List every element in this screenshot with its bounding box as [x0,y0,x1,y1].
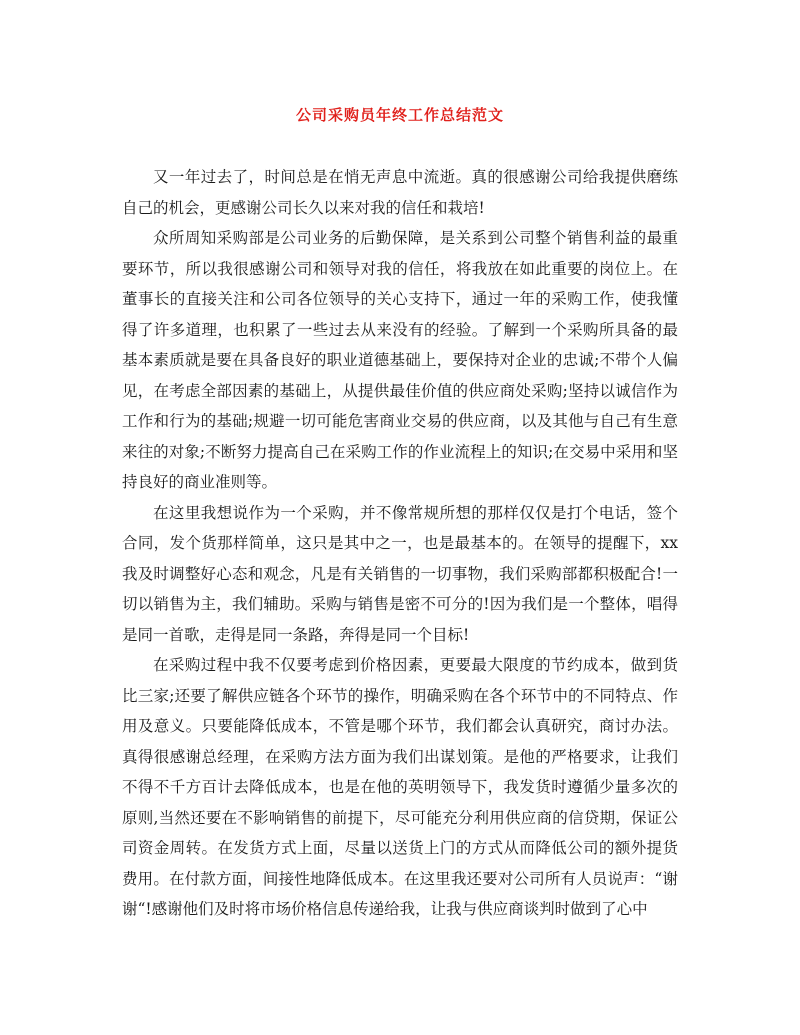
paragraph-sales-cooperation: 在这里我想说作为一个采购，并不像常规所想的那样仅仅是打个电话，签个合同，发个货那样简单，这只是其中之一，也是最基本的。在领导的提醒下，xx我及时调整好心态和观念，凡是有关销售的一切事物，我们采购部都积极配合!一切以销售为主，我们辅助。采购与销售是密不可分的!因为我们是一个整体，唱得是同一首歌，走得是同一条路，奔得是同一个目标! [122,503,678,644]
document-body [122,162,678,925]
paragraph-procurement-role: 众所周知采购部是公司业务的后勤保障，是关系到公司整个销售利益的最重要环节，所以我很感谢公司和领导对我的信任，将我放在如此重要的岗位上。在董事长的直接关注和公司各位领导的关心支持下，通过一年的采购工作，使我懂得了许多道理，也积累了一些过去从来没有的经验。了解到一个采购所具备的最基本素质就是要在具备良好的职业道德基础上，要保持对企业的忠诚;不带个人偏见，在考虑全部因素的基础上，从提供最佳价值的供应商处采购;坚持以诚信作为工作和行为的基础;规避一切可能危害商业交易的供应商，以及其他与自己有生意来往的对象;不断努力提高自己在采购工作的作业流程上的知识;在交易中采用和坚持良好的商业准则等。 [122,229,678,491]
paragraph-intro: 又一年过去了，时间总是在悄无声息中流逝。真的很感谢公司给我提供磨练自己的机会，更感谢公司长久以来对我的信任和栽培! [122,168,678,217]
paragraph-cost-control: 在采购过程中我不仅要考虑到价格因素，更要最大限度的节约成本，做到货比三家;还要了解供应链各个环节的操作，明确采购在各个环节中的不同特点、作用及意义。只要能降低成本，不管是哪个环节，我们都会认真研究，商讨办法。真得很感谢总经理，在采购方法方面为我们出谋划策。是他的严格要求，让我们不得不千方百计去降低成本，也是在他的英明领导下，我发货时遵循少量多次的原则,当然还要在不影响销售的前提下，尽可能充分利用供应商的信贷期，保证公司资金周转。在发货方式上面，尽量以送货上门的方式从而降低公司的额外提货费用。在付款方面，间接性地降低成本。在这里我还要对公司所有人员说声：“谢谢“!感谢他们及时将市场价格信息传递给我，让我与供应商谈判时做到了心中 [122,656,678,918]
document-title: 公司采购员年终工作总结范文 [295,106,504,124]
